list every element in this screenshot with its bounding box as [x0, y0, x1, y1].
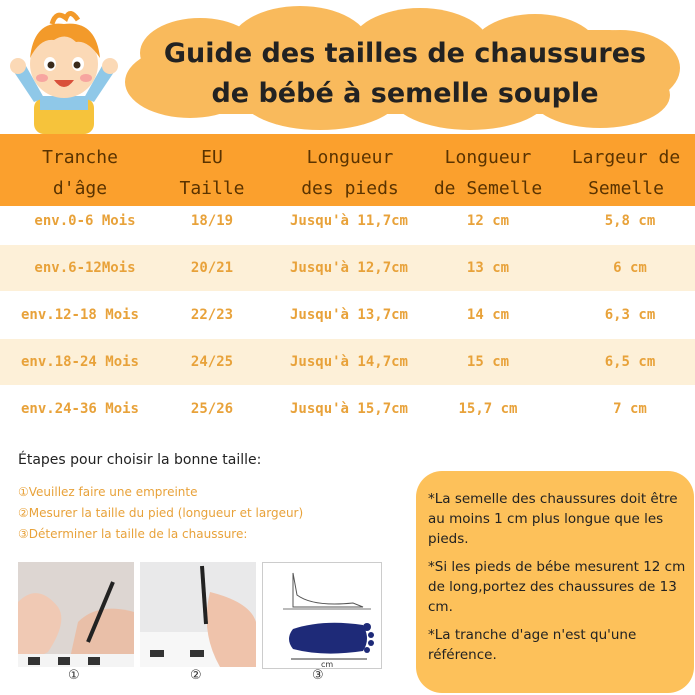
table-row: [0, 339, 695, 385]
column-header-sole-width: Largeur de Semelle: [571, 147, 681, 199]
cell-sole-width: 6 cm: [613, 260, 647, 276]
cell-eu-size: 18/19: [190, 213, 234, 229]
photo-caption-1: ①: [68, 668, 80, 683]
cell-sole-width: 6,3 cm: [604, 307, 656, 323]
cell-age: env.18-24 Mois: [20, 354, 139, 370]
cell-sole-length: 13 cm: [466, 260, 510, 276]
cell-sole-length: 15 cm: [466, 354, 510, 370]
step-1: ①Veuillez faire une empreinte: [18, 485, 198, 499]
cell-sole-length: 14 cm: [466, 307, 510, 323]
note-1: *La semelle des chaussures doit être au moins 1 cm plus longue que les pieds.: [428, 491, 678, 547]
cell-foot-length: Jusqu'à 15,7cm: [289, 401, 408, 417]
cell-age: env.24-36 Mois: [20, 401, 139, 417]
photo-caption-3: ③: [312, 668, 324, 683]
cell-age: env.12-18 Mois: [20, 307, 139, 323]
column-header-eu-size: EU Taille: [179, 147, 245, 199]
cell-eu-size: 20/21: [190, 260, 234, 276]
cell-age: env.6-12Mois: [34, 260, 136, 276]
steps-title: Étapes pour choisir la bonne taille:: [18, 452, 262, 468]
table-row: [0, 292, 695, 338]
cell-sole-width: 5,8 cm: [604, 213, 656, 229]
photo-caption-2: ②: [190, 668, 202, 683]
note-2: *Si les pieds de bébe mesurent 12 cm de long,portez des chaussures de 13 cm.: [428, 559, 686, 615]
cell-eu-size: 24/25: [190, 354, 234, 370]
title-line-1: Guide des tailles de chaussures: [163, 38, 647, 69]
diagram-foot-measure: [262, 562, 382, 669]
photo-footprint: [18, 562, 134, 667]
cell-age: env.0-6 Mois: [34, 213, 136, 229]
diagram-unit-label: cm: [321, 660, 334, 668]
cell-sole-length: 15,7 cm: [458, 401, 518, 417]
cell-sole-width: 7 cm: [613, 401, 647, 417]
page-title: [120, 34, 690, 114]
cell-foot-length: Jusqu'à 13,7cm: [289, 307, 408, 323]
step-2: ②Mesurer la taille du pied (longueur et largeur): [18, 506, 304, 520]
cell-eu-size: 25/26: [190, 401, 234, 417]
column-header-age: Tranche d'âge: [42, 147, 118, 199]
cartoon-baby-icon: [4, 6, 124, 134]
step-3: ③Déterminer la taille de la chaussure:: [18, 527, 248, 541]
cell-sole-length: 12 cm: [466, 213, 510, 229]
photo-measuring: [140, 562, 256, 667]
table-row: [0, 386, 695, 432]
note-box: [416, 471, 694, 693]
cell-sole-width: 6,5 cm: [604, 354, 656, 370]
cell-eu-size: 22/23: [190, 307, 234, 323]
title-line-2: de bébé à semelle souple: [211, 78, 599, 109]
column-header-sole-length: Longueur de Semelle: [433, 147, 543, 199]
column-header-foot-length: Longueur des pieds: [301, 147, 399, 199]
cell-foot-length: Jusqu'à 12,7cm: [289, 260, 408, 276]
cell-foot-length: Jusqu'à 11,7cm: [289, 213, 408, 229]
note-3: *La tranche d'age n'est qu'une référence.: [428, 627, 637, 663]
table-row: [0, 245, 695, 291]
table-row: [0, 198, 695, 244]
cell-foot-length: Jusqu'à 14,7cm: [289, 354, 408, 370]
